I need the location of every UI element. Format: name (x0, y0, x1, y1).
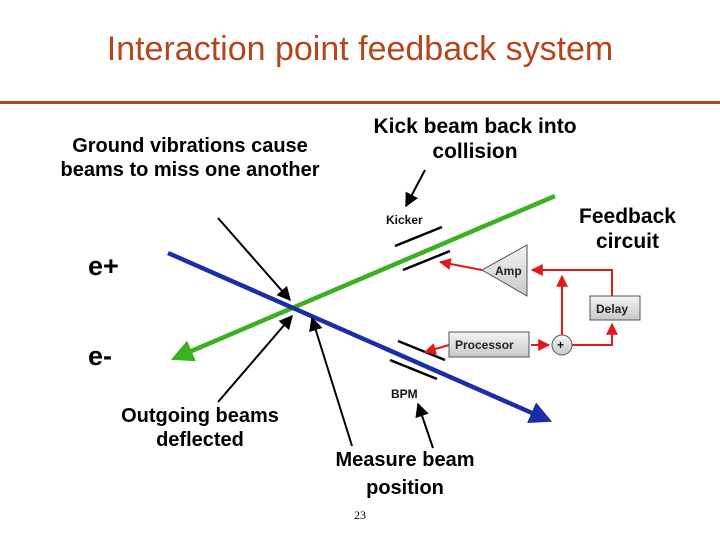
outgoing-callout-arrow-green (218, 316, 292, 402)
kick-beam-label: Kick beam back into collision (373, 115, 577, 164)
summer-label: + (557, 338, 565, 352)
ground-vibrations-label: Ground vibrations cause beams to miss one another (60, 135, 320, 181)
bpm-label: BPM (391, 387, 418, 401)
feedback-circuit-label: Feedback circuit (579, 205, 676, 254)
measure-callout-arrow (418, 404, 433, 448)
e-minus-label: e- (88, 341, 113, 371)
page-number: 23 (354, 508, 366, 522)
amp-label: Amp (495, 264, 522, 278)
kick-callout-arrow (406, 170, 425, 206)
kicker-plate-upper (395, 227, 442, 246)
ground-callout-arrow (218, 218, 290, 300)
slide-title: Interaction point feedback system (106, 30, 614, 68)
measure-beam-label: Measure beam position (335, 449, 475, 499)
e-plus-label: e+ (88, 251, 119, 281)
kicker-plate-lower (403, 251, 450, 270)
processor-label: Processor (455, 338, 514, 352)
delay-label: Delay (596, 302, 629, 316)
kicker-label: Kicker (386, 213, 423, 227)
outgoing-beams-label: Outgoing beams deflected (121, 405, 279, 451)
